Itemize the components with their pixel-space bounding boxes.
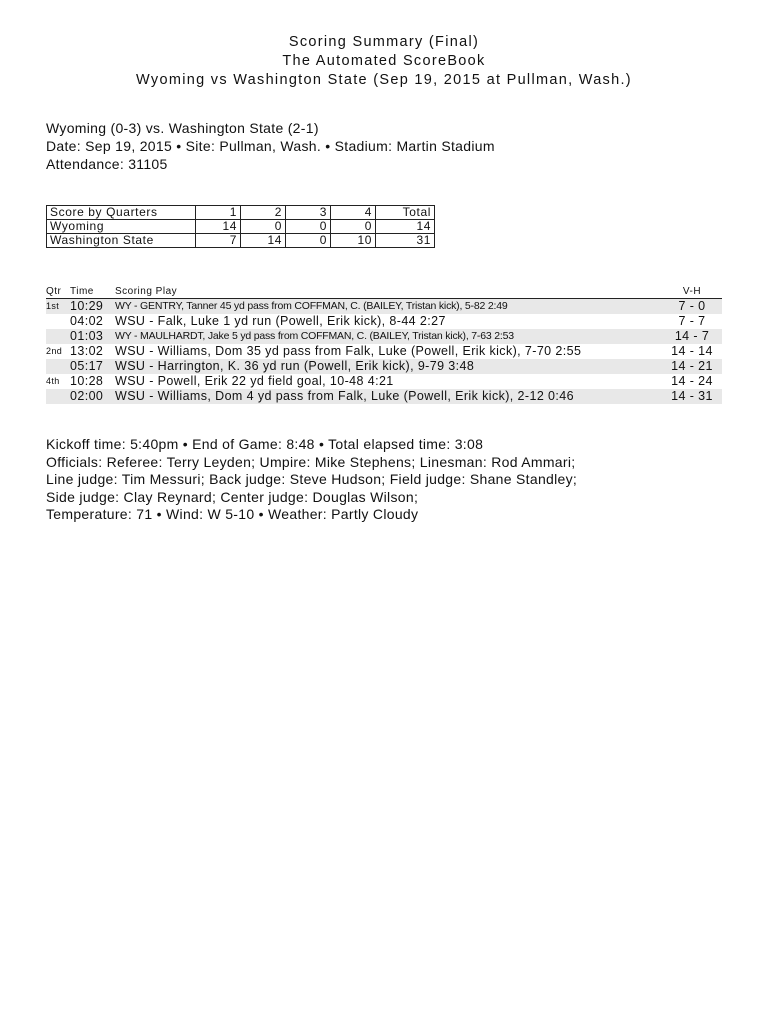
qtr-header: Qtr [46, 286, 62, 297]
game-title: Wyoming vs Washington State (Sep 19, 2015 at Pullman, Wash.) [136, 72, 632, 88]
play-description: WSU - Williams, Dom 4 yd pass from Falk, Luke (Powell, Erik kick), 2-12 0:46 [115, 389, 574, 403]
play-time: 02:00 [70, 389, 104, 403]
time-header: Time [70, 286, 94, 297]
play-description: WSU - Falk, Luke 1 yd run (Powell, Erik kick), 8-44 2:27 [115, 314, 446, 328]
play-row [46, 299, 722, 314]
total-score: 31 [376, 234, 435, 248]
play-score: 14 - 21 [671, 359, 713, 373]
play-description: WSU - Harrington, K. 36 yd run (Powell, Erik kick), 9-79 3:48 [115, 359, 475, 373]
attendance: Attendance: 31105 [46, 156, 168, 172]
play-time: 13:02 [70, 344, 104, 358]
play-time: 05:17 [70, 359, 104, 373]
play-row [46, 389, 722, 404]
play-description: WY - GENTRY, Tanner 45 yd pass from COFFMAN, C. (BAILEY, Tristan kick), 5-82 2:49 [115, 300, 508, 312]
table-header-cell: 4 [331, 206, 376, 220]
report-title: Scoring Summary (Final) [288, 34, 480, 50]
play-qtr: 2nd [46, 346, 63, 356]
score-by-quarters-table [46, 205, 435, 248]
play-row [46, 329, 722, 344]
report-source: The Automated ScoreBook [282, 53, 486, 69]
play-row [46, 344, 722, 359]
table-row [47, 220, 435, 234]
play-time: 10:29 [70, 299, 104, 313]
quarter-score: 7 [196, 234, 241, 248]
report-header [0, 33, 768, 90]
play-header: Scoring Play [115, 286, 178, 297]
game-info [46, 119, 495, 173]
game-details [46, 436, 577, 524]
play-description: WSU - Williams, Dom 35 yd pass from Falk, Luke (Powell, Erik kick), 7-70 2:55 [115, 344, 582, 358]
table-header-row [47, 206, 435, 220]
weather-line: Temperature: 71 • Wind: W 5-10 • Weather: Partly Cloudy [46, 506, 419, 522]
play-description: WY - MAULHARDT, Jake 5 yd pass from COFFMAN, C. (BAILEY, Tristan kick), 7-63 2:53 [115, 330, 514, 342]
quarter-score: 0 [241, 220, 286, 234]
play-row [46, 314, 722, 329]
quarter-score: 14 [196, 220, 241, 234]
play-score: 14 - 24 [671, 374, 713, 388]
play-time: 04:02 [70, 314, 104, 328]
officials-line: Side judge: Clay Reynard; Center judge: Douglas Wilson; [46, 488, 419, 505]
table-header-cell: Score by Quarters [47, 206, 196, 220]
play-score: 14 - 7 [674, 329, 710, 343]
game-times: Kickoff time: 5:40pm • End of Game: 8:48 • Total elapsed time: 3:08 [46, 436, 484, 452]
play-row [46, 359, 722, 374]
quarter-score: 14 [241, 234, 286, 248]
table-header-cell: 3 [286, 206, 331, 220]
quarter-score: 0 [286, 234, 331, 248]
officials-line: Line judge: Tim Messuri; Back judge: Steve Hudson; Field judge: Shane Standley; [46, 471, 578, 487]
table-header-cell: 2 [241, 206, 286, 220]
play-score: 14 - 31 [671, 389, 713, 403]
play-score: 7 - 0 [678, 299, 706, 313]
play-score: 14 - 14 [671, 344, 713, 358]
quarter-score: 10 [331, 234, 376, 248]
table-header-cell: 1 [196, 206, 241, 220]
vh-header: V-H [682, 286, 702, 297]
total-score: 14 [376, 220, 435, 234]
play-time: 01:03 [70, 329, 104, 343]
matchup: Wyoming (0-3) vs. Washington State (2-1) [46, 120, 319, 136]
table-header-cell: Total [376, 206, 435, 220]
table-row [47, 234, 435, 248]
date-site: Date: Sep 19, 2015 • Site: Pullman, Wash. • Stadium: Martin Stadium [46, 138, 495, 154]
play-row [46, 374, 722, 389]
play-qtr: 1st [46, 301, 60, 311]
plays-header-row [46, 286, 722, 299]
play-description: WSU - Powell, Erik 22 yd field goal, 10-48 4:21 [115, 374, 394, 388]
officials-line: Officials: Referee: Terry Leyden; Umpire: Mike Stephens; Linesman: Rod Ammari; [46, 453, 576, 470]
team-name: Wyoming [47, 220, 196, 234]
play-score: 7 - 7 [678, 314, 706, 328]
scoring-plays [46, 286, 722, 404]
quarter-score: 0 [286, 220, 331, 234]
team-name: Washington State [47, 234, 196, 248]
play-time: 10:28 [70, 374, 104, 388]
quarter-score: 0 [331, 220, 376, 234]
play-qtr: 4th [46, 376, 60, 386]
